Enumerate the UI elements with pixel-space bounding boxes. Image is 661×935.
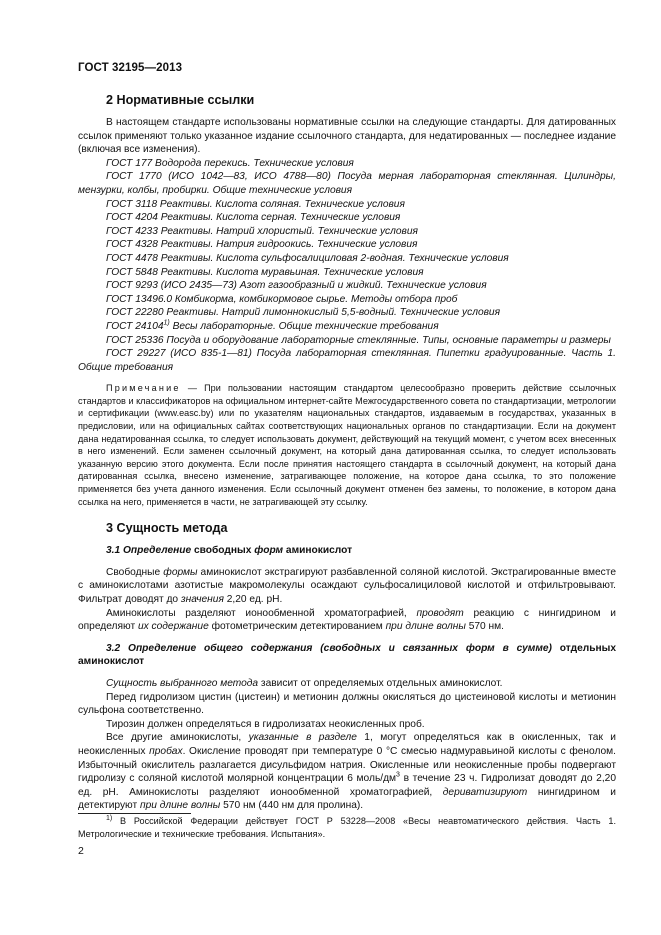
footnote-marker: 1) [106,814,113,822]
text-run-italic: при длине волны [385,621,466,633]
footnote-text: В Российской Федерации действует ГОСТ Р 53228—2008 «Весы неавтоматического действия. Часть 1. Метрологические и технические требования. Испытания». [78,816,616,839]
text-run: Свободные [106,566,164,578]
footnote [78,815,616,841]
text-run-italic: их содержание [137,621,209,633]
reference-item: ГОСТ 177 Водорода перекись. Технические условия [106,157,354,169]
reference-item: ГОСТ 3118 Реактивы. Кислота соляная. Технические условия [106,198,405,210]
text-run: фотометрическим детектированием [208,621,386,633]
reference-item: ГОСТ 4204 Реактивы. Кислота серная. Технические условия [106,212,401,224]
paragraph-free-forms [78,566,616,607]
text-run: аминокислот экстрагируют разбавленной соляной кислотой. Экстрагированные вместе с аминокислотами азотистые макромолекулы осаждают сульфосалициловой кислотой и отфильтровывают. Фильтрат доводят до [78,566,616,605]
subsection-text-italic: 3.2 Определение общего содержания (свободных и связанных форм в сумме) [106,642,552,654]
paragraph-separation [78,607,616,634]
paragraph-other-amino-acids [78,731,616,813]
subsection-text-italic: форм [254,545,284,557]
page-body [78,92,616,813]
text-run-italic: при длине волны [139,800,221,812]
page-number: 2 [78,845,84,857]
footnote-marker: 1) [163,319,170,327]
section-2-intro: В настоящем стандарте использованы нормативные ссылки на следующие стандарты. Для датированных ссылок применяют только указанное издание ссылочного стандарта, для недатированных — последнее издание (включая все изменения). [78,117,616,156]
subsection-text: отдельных аминокислот [78,642,616,668]
reference-code: ГОСТ 24104 [106,320,164,332]
text-run-italic: проводят [416,607,464,619]
text-run: в течение 23 ч. Гидролизат доводят до 2,20 ед. рН. Аминокислоты разделяют ионообменной хроматографией, [78,773,616,798]
subsection-number-italic: 3.1 Определение [106,545,192,557]
reference-title: Весы лабораторные. Общие технические требования [169,320,439,332]
text-run-italic: формы [163,566,198,578]
note-paragraph [78,382,616,508]
reference-item: ГОСТ 29227 (ИСО 835-1—81) Посуда лабораторная стеклянная. Пипетки градуированные. Часть 1. Общие требования [78,348,616,373]
reference-item: ГОСТ 5848 Реактивы. Кислота муравьиная. Технические условия [106,266,424,278]
text-run: . Окисление проводят при температуре 0 °С смесью надмуравьиной кислоты с фенолом. Избыточный окислитель разлагается дисульфидом натрия. Окисленные или неокисленные пробы подвергают гидролизу с соляной кислотой молярной концентрации 6 моль/дм [78,745,617,785]
reference-item: ГОСТ 4233 Реактивы. Натрий хлористый. Технические условия [106,225,418,237]
text-run: нингидрином и детектируют [78,786,616,812]
note-text: — При пользовании настоящим стандартом целесообразно проверить действие ссылочных стандартов и классификаторов на официальном интернет-сайте Межгосударственного совета по стандартизации, метрологии и сертификации (www.easc.by) или по указателям национальных стандартов, издаваемым в государствах, указанных в предисловии, или на официальных сайтах соответствующих национальных органов по стандартизации. Если на документ дана недатированная ссылка, то следует использовать документ, действующий на текущий момент, с учетом всех внесенных в него изменений. Если заменен ссылочный документ, на который дана датированная ссылка, то следует использовать указанную версию этого документа. Если после принятия настоящего стандарта в ссылочный документ, на который дана датированная ссылка, внесено изменение, затрагивающее положение, на которое дана ссылка, то это положение применяется без учета данного изменения. Если ссылочный документ отменен без замены, то положение, в котором дана ссылка на него, применяется в части, не затрагивающей эту ссылку. [78,383,616,507]
text-run: Аминокислоты разделяют ионообменной хроматографией, [106,607,417,619]
reference-list [78,157,616,375]
text-run-italic: пробах [149,745,183,757]
reference-item: ГОСТ 9293 (ИСО 2435—73) Азот газообразный и жидкий. Технические условия [106,280,487,292]
text-run-italic: Сущность выбранного метода [106,677,259,689]
reference-item: ГОСТ 22280 Реактивы. Натрий лимоннокислый 5,5-водный. Технические условия [106,307,501,319]
subsection-text: аминокислот [283,545,353,557]
standard-designation: ГОСТ 32195—2013 [78,62,183,74]
reference-item: ГОСТ 25336 Посуда и оборудование лабораторные стеклянные. Типы, основные параметры и размеры [106,334,611,346]
text-run-italic: значения [180,594,224,605]
subsection-3-2-heading [78,642,616,669]
reference-item-gost-24104 [78,320,616,334]
reference-item: ГОСТ 4328 Реактивы. Натрия гидроокись. Технические условия [106,239,418,251]
text-run: Все другие аминокислоты, [106,732,249,744]
paragraph-oxidation: Перед гидролизом цистин (цистеин) и метионин должны окисляться до цистеиновой кислоты и метионин сульфона соответственно. [78,691,616,717]
text-run: зависит от определяемых отдельных аминокислот. [258,677,503,689]
section-3-heading: 3 Сущность метода [106,521,228,536]
note-label: Примечание [106,383,181,394]
text-run-italic: указанные в разделе [248,732,357,744]
subsection-text: свободных [191,545,255,557]
subsection-3-1-heading [78,544,616,558]
reference-item: ГОСТ 1770 (ИСО 1042—83, ИСО 4788—80) Посуда мерная лабораторная стеклянная. Цилиндры, мензурки, колбы, пробирки. Общие технические условия [78,171,616,196]
reference-item: ГОСТ 4478 Реактивы. Кислота сульфосалициловая 2-водная. Технические условия [106,252,509,264]
text-run: 1, могут определяться как в окисленных, так и неокисленных [78,732,616,757]
paragraph-tyrosine: Тирозин должен определяться в гидролизатах неокисленных проб. [106,718,425,730]
superscript: 3 [396,771,400,779]
text-run: 570 нм (440 нм для пролина). [220,800,364,812]
footnote-divider [78,813,191,814]
reference-item: ГОСТ 13496.0 Комбикорма, комбикормовое сырье. Методы отбора проб [106,293,458,305]
text-run-italic: дериватизируют [442,786,528,798]
text-run: реакцию с нингидрином и определяют [78,607,616,633]
paragraph-method-essence [78,677,616,691]
text-run: 570 нм. [465,621,504,633]
text-run: 2,20 ед. рН. [223,594,283,605]
section-2-heading: 2 Нормативные ссылки [106,93,255,107]
